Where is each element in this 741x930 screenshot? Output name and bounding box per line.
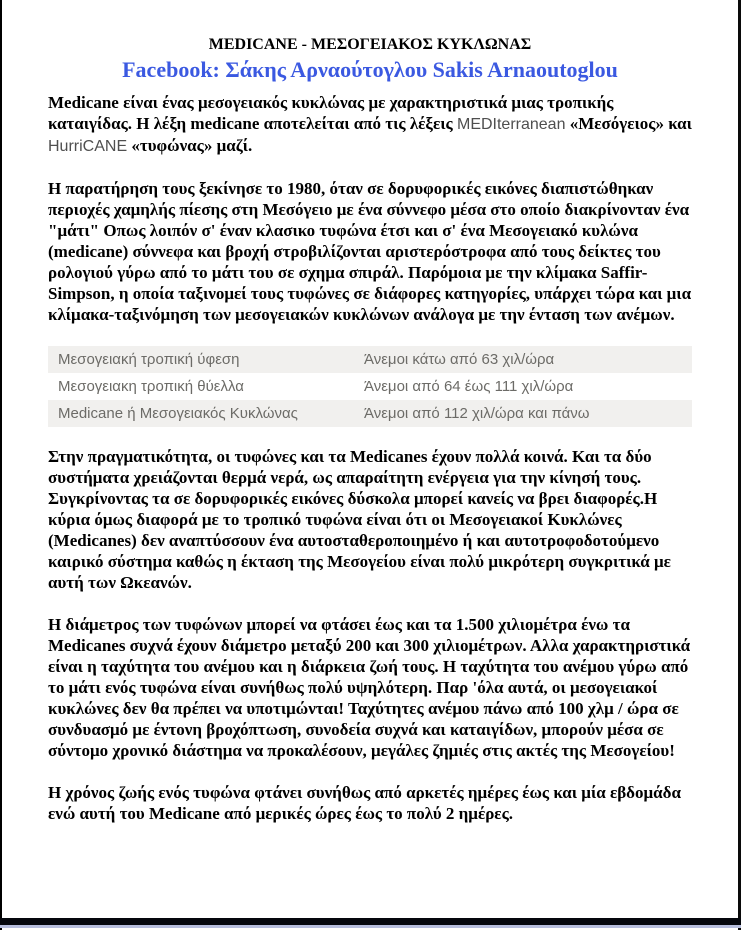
winds-cell: Άνεμοι από 64 έως 111 χιλ/ώρα — [364, 378, 574, 395]
page-title: MEDICANE - ΜΕΣΟΓΕΙΑΚΟΣ ΚΥΚΛΩΝΑΣ — [208, 36, 532, 53]
word-mediterranean: MEDIterranean — [456, 116, 566, 133]
paragraph-diameter-winds: Η διάμετρος των τυφώνων μπορεί να φτάσει έως και τα 1.500 χιλιομέτρα ένω τα Medicanes συχνά έχουν διάμετρο μεταξύ 200 και 300 χιλιομέτρων. Αλλα χαρακτηριστικά είναι η ταχύτητα του ανέμου και η διάρκεια ζωή τους. Η ταχύτητα του ανέμου γύρω από το μάτι ενός τυφώνα είναι συνήθως πολύ υψηλότερη. Παρ 'όλα αυτά, οι μεσογειακοί κυκλώνες δεν θα πρέπει να υποτιμώνται! Ταχύτητες ανέμου πάνω από 100 χλμ / ώρα σε συνδυασμό με έντονη βροχόπτωση, συνοδεία συχνά και καταιγίδων, μπορούν μέσα σε σύντομο χρονικό διάστημα να προκαλέσουν, μεγάλες ζημιές στις ακτές της Μεσογείου! — [48, 615, 691, 760]
paragraph-definition — [48, 92, 692, 157]
window-left-border — [0, 0, 2, 930]
category-cell: Μεσογειακη τροπική θύελλα — [58, 378, 244, 395]
window-bottom-accent-line — [0, 925, 741, 928]
category-cell: Μεσογειακή τροπική ύφεση — [58, 351, 240, 368]
text-segment: «τυφώνας» μαζί. — [127, 136, 253, 155]
text-segment: «Μεσόγειος» και — [565, 114, 692, 133]
category-cell: Medicane ή Μεσογειακός Κυκλώνας — [58, 405, 298, 422]
medicane-scale-table — [48, 346, 692, 427]
winds-cell: Άνεμοι από 112 χιλ/ώρα και πάνω — [364, 405, 590, 422]
paragraph-lifespan: Η χρόνος ζωής ενός τυφώνα φτάνει συνήθως από αρκετές ημέρες έως και μία εβδομάδα ενώ αυτή του Medicane από μερικές ώρες έως το πολύ 2 ημέρες. — [48, 783, 681, 823]
paragraph-comparison: Στην πραγματικότητα, οι τυφώνες και τα Medicanes έχουν πολλά κοινά. Και τα δύο συστήματα χρειάζονται θερμά νερά, ως απαραίτητη ενέργεια για την κίνησή τους. Συγκρίνοντας τα σε δορυφορικές εικόνες δύσκολα μπορεί κανείς να βρει διαφορές.Η κύρια όμως διαφορά με το τροπικό τυφώνα είναι ότι οι Μεσογειακοί Κυκλώνες (Medicanes) δεν αναπτύσσουν ένα αυτοσταθεροποιημένο ή και αυτοτροφοδοτούμενο καιρικό σύστημα καθώς η έκταση της Μεσογείου είναι πολύ μικρότερη συγκριτικά με αυτή των Ωκεανών. — [48, 447, 671, 592]
facebook-author-link[interactable]: Facebook: Σάκης Αρναούτογλου Sakis Arnaoutoglou — [122, 57, 618, 82]
winds-cell: Άνεμοι κάτω από 63 χιλ/ώρα — [364, 351, 555, 368]
table-row — [48, 373, 692, 400]
table-row — [48, 346, 692, 373]
article-body — [48, 36, 692, 845]
text-segment: Medicane είναι ένας μεσογειακός κυκλώνας με χαρακτηριστικά μιας τροπικής καταιγίδας. Η λέξη medicane αποτελείται από τις λέξεις — [48, 93, 614, 133]
window-bottom-border — [0, 918, 741, 925]
word-hurricane: HurriCANE — [48, 138, 128, 155]
paragraph-history: Η παρατήρηση τους ξεκίνησε το 1980, όταν σε δορυφορικές εικόνες διαπιστώθηκαν περιοχές χαμηλής πίεσης στη Μεσόγειο με ένα σύννεφο μέσα στο οποίο διακρίνονταν ένα "μάτι" Οπως λοιπόν σ' έναν κλασικο τυφώνα έτσι και σ' ένα Μεσογειακό κυλώνα (medicane) σύννεφα και βροχή στροβιλίζονται αριστερόστροφα από τους δείκτες του ρολογιού γύρω από το μάτι του σε σχημα σπιράλ. Παρόμοια με την κλίμακα Saffir-Simpson, η οποία ταξινομεί τους τυφώνες σε διάφορες κατηγορίες, υπάρχει τώρα και μια κλίμακα-ταξινόμηση των μεσογειακών κυκλώνων ανάλογα με την ένταση των ανέμων. — [48, 179, 692, 324]
table-row — [48, 400, 692, 427]
